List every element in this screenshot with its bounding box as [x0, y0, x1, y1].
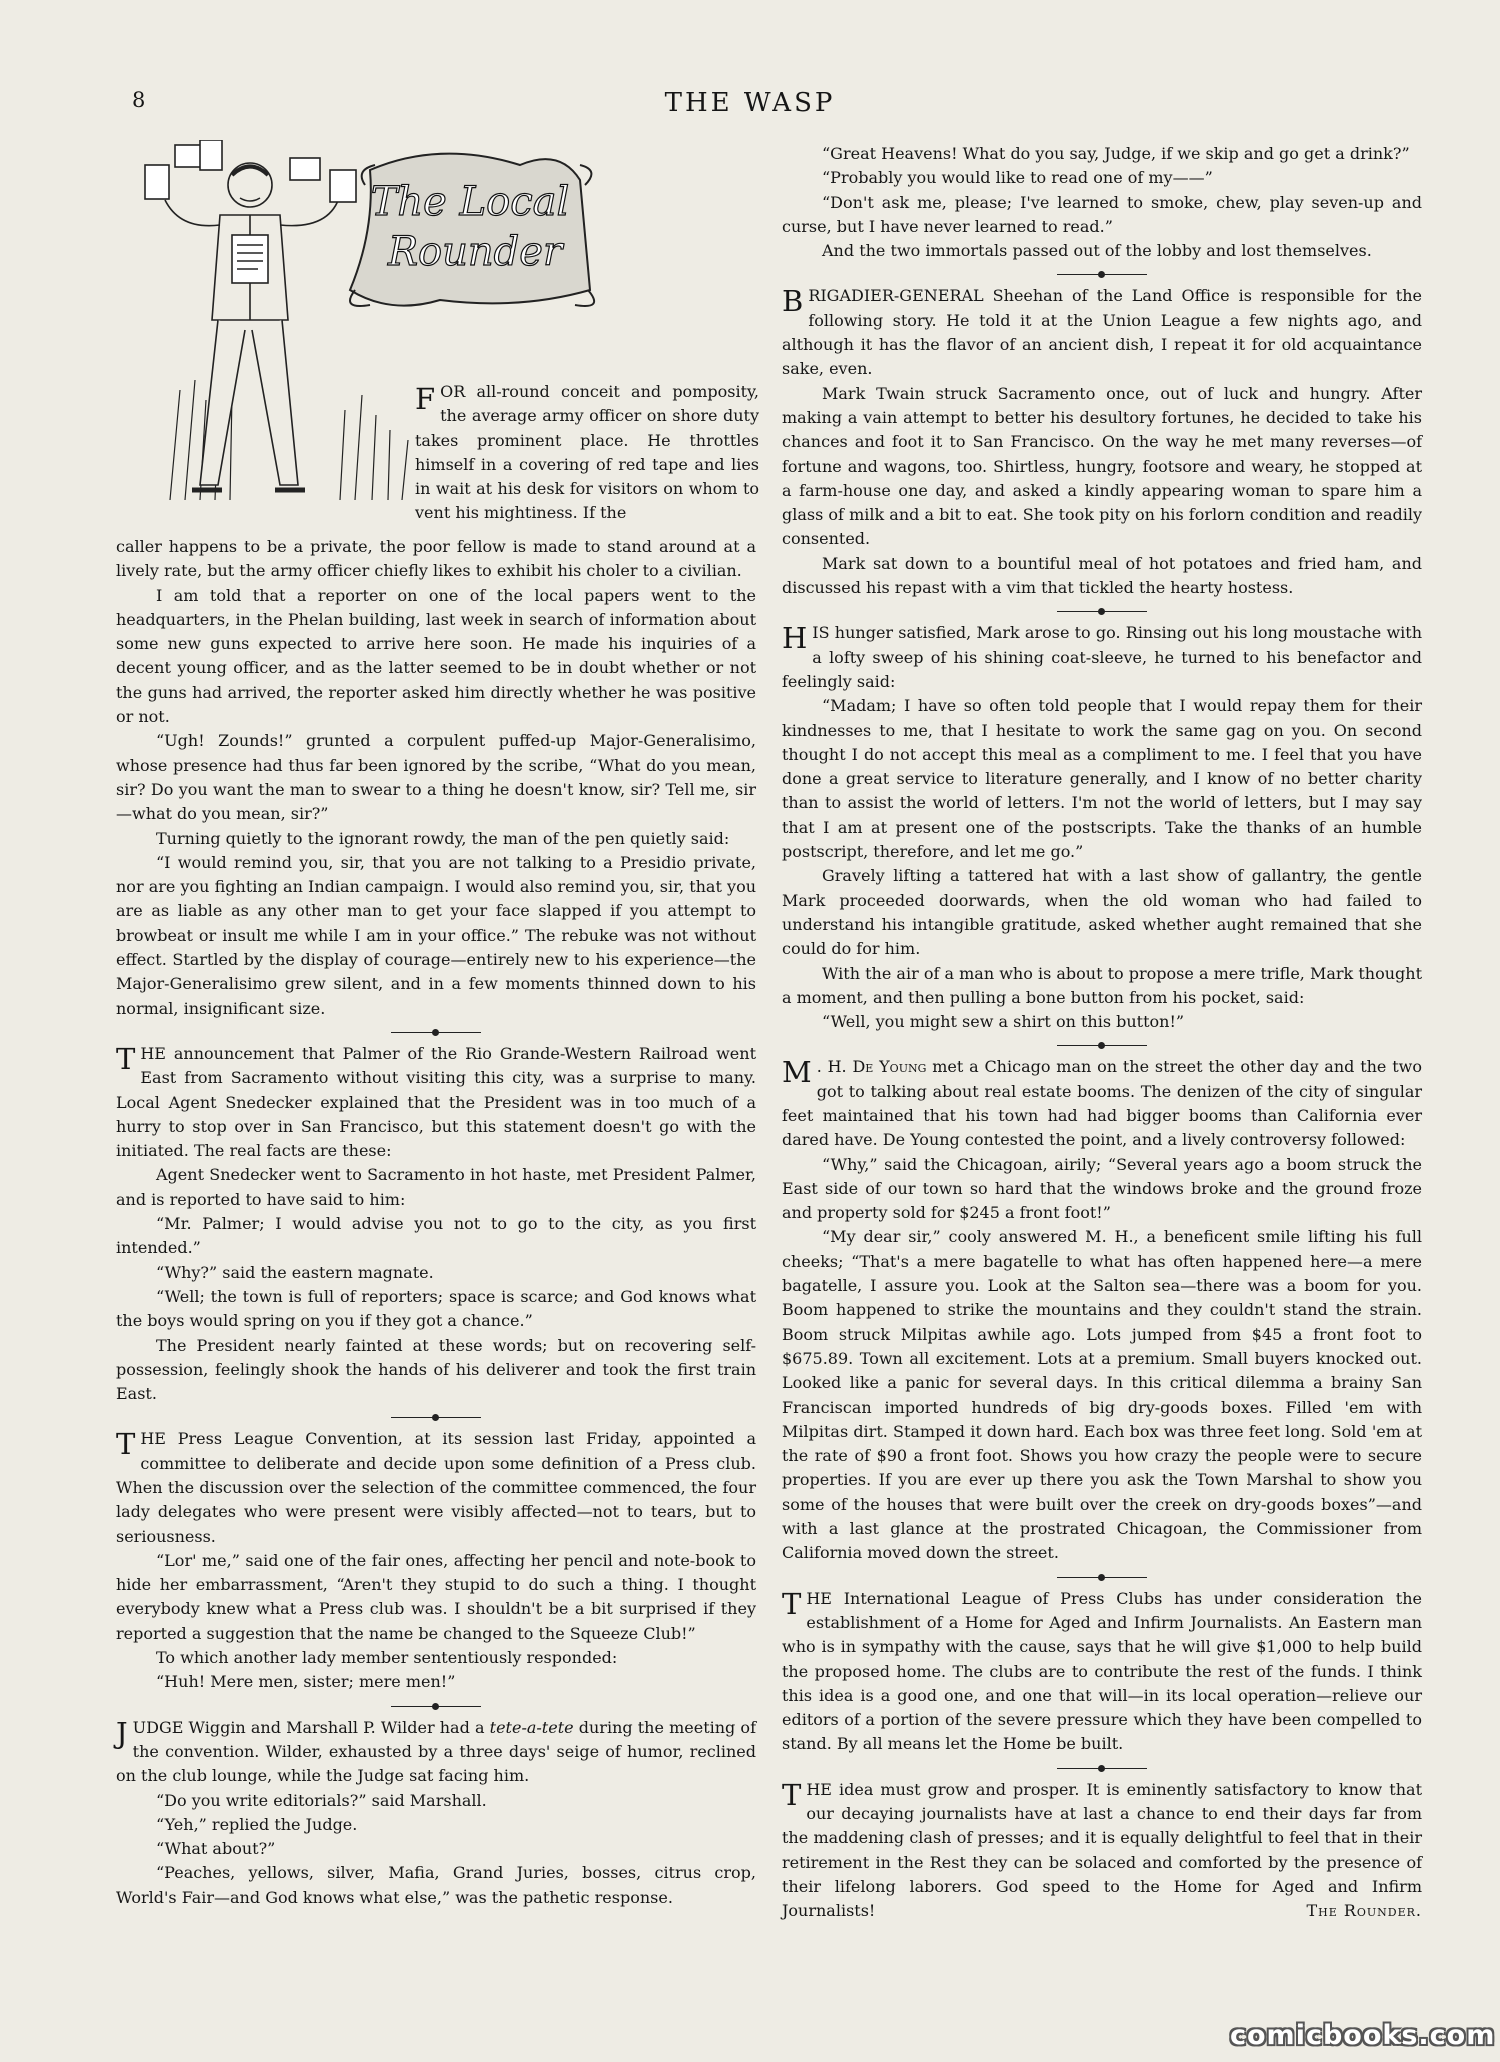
- section-divider: [1057, 1768, 1147, 1769]
- paragraph: Mark Twain struck Sacramento once, out of luck and hungry. After making a vain attempt to better his desultory fortunes, he decided to take his chances and foot it to San Francisco. On the way he met many reverses—of fortune and wagons, too. Shirtless, hungry, footsore and weary, he stopped at a farm-house one day, and asked a kindly appearing woman to spare him a glass of milk and a bit to eat. She took pity on his forlorn condition and readily consented.: [782, 383, 1422, 549]
- page-header: [0, 88, 1500, 128]
- section-lead-text: RIGADIER-GENERAL Sheehan of the Land Office is responsible for the following story. He told it at the Union League a few nights ago, and although it has the flavor of an ancient dish, I repeat it for old acquaintance sake, even.: [782, 286, 1422, 379]
- left-column: [116, 535, 756, 1910]
- paragraph: “Huh! Mere men, sister; mere men!”: [156, 1672, 456, 1692]
- paragraph: And the two immortals passed out of the lobby and lost themselves.: [822, 241, 1372, 261]
- paragraph: “Why?” said the eastern magnate.: [156, 1262, 434, 1282]
- paragraph: Gravely lifting a tattered hat with a last show of gallantry, the gentle Mark proceeded doorwards, when the old woman who had failed to understand his intangible gratitude, asked whether aught remained that she could do for him.: [782, 866, 1422, 959]
- section-lead: [116, 1716, 756, 1789]
- section-lead-text: . H.: [816, 1057, 847, 1077]
- intro-text: OR all-round conceit and pomposity, the average army officer on shore duty takes prominent place. He throttles himself in a covering of red tape and lies in wait at his desk for visitors on whom to vent his mightiness. If the: [415, 382, 759, 523]
- drop-cap: M: [782, 1055, 812, 1090]
- paragraph: “Well; the town is full of reporters; space is scarce; and God knows what the boys would spring on you if they got a chance.”: [116, 1286, 756, 1331]
- watermark: comicbooks.com: [1230, 2020, 1496, 2051]
- paragraph: I am told that a reporter on one of the local papers went to the headquarters, in the Phelan building, last week in search of information about some new guns expected to arrive here soon. He made his inquiries of a decent young officer, and as the latter seemed to be in doubt whether or not the guns had arrived, the reporter asked him directly whether he was positive or not.: [116, 585, 756, 727]
- paragraph: “Do you write editorials?” said Marshall.: [156, 1790, 487, 1810]
- drop-cap: B: [782, 284, 804, 319]
- section-divider: [1057, 611, 1147, 612]
- paragraph: “Madam; I have so often told people that I would repay them for their kindnesses to me, that I hesitate to work the same gag on you. On second thought I do not accept this meal as a compliment to me. I feel that you have done a great service to literature generally, and I know of no better charity than to assist the world of letters. I'm not the world of letters, but I may say that I am at present one of the postscripts. Take the thanks of an humble postscript, therefore, and let me go.”: [782, 696, 1422, 862]
- section-lead: [782, 1587, 1422, 1757]
- section-lead-text: IS hunger satisfied, Mark arose to go. Rinsing out his long moustache with a lofty sweep of his shining coat-sleeve, he turned to his benefactor and feelingly said:: [782, 623, 1422, 691]
- section-lead-text: UDGE Wiggin and Marshall P. Wilder had a: [132, 1717, 485, 1737]
- paragraph: “Why,” said the Chicagoan, airily; “Several years ago a boom struck the East side of our town so hard that the windows broke and the ground froze and property sold for $245 a front foot!”: [782, 1154, 1422, 1223]
- section-lead: [782, 621, 1422, 694]
- paragraph: The President nearly fainted at these words; but on recovering self-possession, feelingly shook the hands of his deliverer and took the first train East.: [116, 1335, 756, 1404]
- paragraph: “Don't ask me, please; I've learned to smoke, chew, play seven-up and curse, but I have never learned to read.”: [782, 192, 1422, 236]
- section-lead-text: met a Chicago man on the street the other day and the two got to talking about real estate booms. The denizen of the city of singular feet maintained that his town had had bigger booms than California ever dared have. De Young contested the point, and a lively controversy followed:: [782, 1057, 1422, 1150]
- section-lead: [116, 1042, 756, 1163]
- paragraph: “Great Heavens! What do you say, Judge, if we skip and go get a drink?”: [822, 144, 1410, 163]
- section-lead: [116, 1427, 756, 1548]
- signature: The Rounder.: [1306, 1901, 1422, 1921]
- paragraph: “Ugh! Zounds!” grunted a corpulent puffed-up Major-Generalisimo, whose presence had thus far been ignored by the scribe, “What do you mean, sir? Do you want the man to swear to a thing he doesn't know, sir? Tell me, sir—what do you mean, sir?”: [116, 731, 756, 824]
- section-lead: [782, 1778, 1422, 1924]
- paragraph: Agent Snedecker went to Sacramento in hot haste, met President Palmer, and is reported to have said to him:: [116, 1165, 756, 1209]
- paragraph: “What about?”: [156, 1839, 276, 1859]
- drop-cap: T: [116, 1041, 136, 1076]
- section-lead-text: HE Press League Convention, at its session last Friday, appointed a committee to deliberate and decide upon some definition of a Press club. When the discussion over the selection of the committee commenced, the four lady delegates who were present were visibly affected—not to tears, but to seriousness.: [116, 1429, 756, 1546]
- section-divider: [391, 1706, 481, 1707]
- drop-cap: T: [782, 1586, 802, 1621]
- paragraph: “Well, you might sew a shirt on this button!”: [822, 1012, 1185, 1032]
- paragraph: To which another lady member sententiously responded:: [156, 1648, 618, 1668]
- paragraph: “Lor' me,” said one of the fair ones, affecting her pencil and note-book to hide her embarrassment, “Aren't they stupid to do such a thing. I thought everybody knew what a Press club was. I shouldn't be a bit surprised if they reported a suggestion that the name be changed to the Squeeze Club!”: [116, 1550, 756, 1643]
- paragraph: “Mr. Palmer; I would advise you not to go to the city, as you first intended.”: [116, 1214, 756, 1258]
- section-divider: [1057, 1577, 1147, 1578]
- page-number: 8: [132, 88, 146, 112]
- paragraph: With the air of a man who is about to propose a mere trifle, Mark thought a moment, and then pulling a bone button from his pocket, said:: [782, 963, 1422, 1007]
- name-small-caps: De Young: [852, 1057, 927, 1077]
- paragraph: “My dear sir,” cooly answered M. H., a beneficent smile lifting his full cheeks; “That's a mere bagatelle to what has often happened here—a mere bagatelle, I assure you. Look at the Salton sea—there was a boom for you. Boom happened to strike the mountains and they couldn't stand the strain. Boom struck Milpitas awhile ago. Lots jumped from $45 a front foot to $675.89. Town all excitement. Lots at a premium. Small buyers knocked out. Looked like a panic for several days. In this critical dilemma a brainy San Franciscan imported hundreds of big dry-goods boxes. Filled 'em with Milpitas dirt. Stamped it down hard. Each box was three feet long. Sold 'em at the rate of $90 a front foot. Shows you how crazy the people were to secure properties. If you are ever up there you ask the Town Marshal to show you some of the houses that were built over the creek on dry-goods boxes”—and with a last glance at the prostrated Chicagoan, the Commissioner from California moved down the street.: [782, 1227, 1422, 1563]
- drop-cap: H: [782, 621, 808, 656]
- drop-cap: T: [782, 1777, 802, 1812]
- drop-cap: T: [116, 1427, 136, 1462]
- italic-phrase: tete-a-tete: [489, 1717, 574, 1737]
- drop-cap: F: [415, 382, 436, 416]
- paragraph: caller happens to be a private, the poor fellow is made to stand around at a lively rate, but the army officer chiefly likes to exhibit his choler to a civilian.: [116, 537, 756, 581]
- drop-cap: J: [116, 1715, 128, 1750]
- paragraph: “I would remind you, sir, that you are not talking to a Presidio private, nor are you fighting an Indian campaign. I would also remind you, sir, that you are as liable as any other man to get your face slapped if you attempt to browbeat or insult me while I am in your office.” The rebuke was not without effect. Startled by the display of courage—entirely new to his experience—the Major-Generalisimo grew silent, and in a few moments thinned down to his normal, insignificant size.: [116, 852, 756, 1018]
- section-lead-text: during the meeting of the convention. Wilder, exhausted by a three days' seige of humor, reclined on the club lounge, while the Judge sat facing him.: [116, 1717, 756, 1786]
- section-lead-text: HE idea must grow and prosper. It is eminently satisfactory to know that our decaying journalists have at last a chance to end their days far from the maddening clash of presses; and it is equally delightful to feel that in their retirement in the Rest they can be solaced and comforted by the presence of their lifelong laborers. God speed to the Home for Aged and Infirm Journalists!: [782, 1779, 1422, 1921]
- paragraph: Turning quietly to the ignorant rowdy, the man of the pen quietly said:: [156, 828, 730, 848]
- section-divider: [391, 1032, 481, 1033]
- title-line2: Rounder: [387, 229, 563, 275]
- right-column: [782, 142, 1422, 1923]
- section-lead-text: HE International League of Press Clubs has under consideration the establishment of a Home for Aged and Infirm Journalists. An Eastern man who is in sympathy with the cause, says that he will give $1,000 to help build the proposed home. The clubs are to contribute the rest of the funds. I think this idea is a good one, and one that will—in its local operation—relieve our editors of a portion of the severe pressure which they have been compelled to stand. By all means let the Home be built.: [782, 1588, 1422, 1754]
- paragraph: Mark sat down to a bountiful meal of hot potatoes and fried ham, and discussed his repast with a vim that tickled the hearty hostess.: [782, 553, 1422, 598]
- masthead: THE WASP: [664, 88, 836, 118]
- section-lead-text: HE announcement that Palmer of the Rio Grande-Western Railroad went East from Sacramento without visiting this city, was a surprise to many. Local Agent Snedecker explained that the President was in too much of a hurry to stop over in San Francisco, but this statement doesn't go with the initiated. The real facts are these:: [116, 1043, 756, 1161]
- section-lead: [782, 1055, 1422, 1152]
- intro-paragraph: [415, 380, 759, 526]
- paragraph: “Probably you would like to read one of my——”: [822, 168, 1213, 188]
- section-lead: [782, 284, 1422, 381]
- title-line1: The Local: [370, 179, 570, 225]
- section-divider: [1057, 1045, 1147, 1046]
- paragraph: “Yeh,” replied the Judge.: [156, 1814, 358, 1834]
- paragraph: “Peaches, yellows, silver, Mafia, Grand Juries, bosses, citrus crop, World's Fair—and God knows what else,” was the pathetic response.: [116, 1863, 756, 1907]
- section-divider: [391, 1417, 481, 1418]
- section-divider: [1057, 274, 1147, 275]
